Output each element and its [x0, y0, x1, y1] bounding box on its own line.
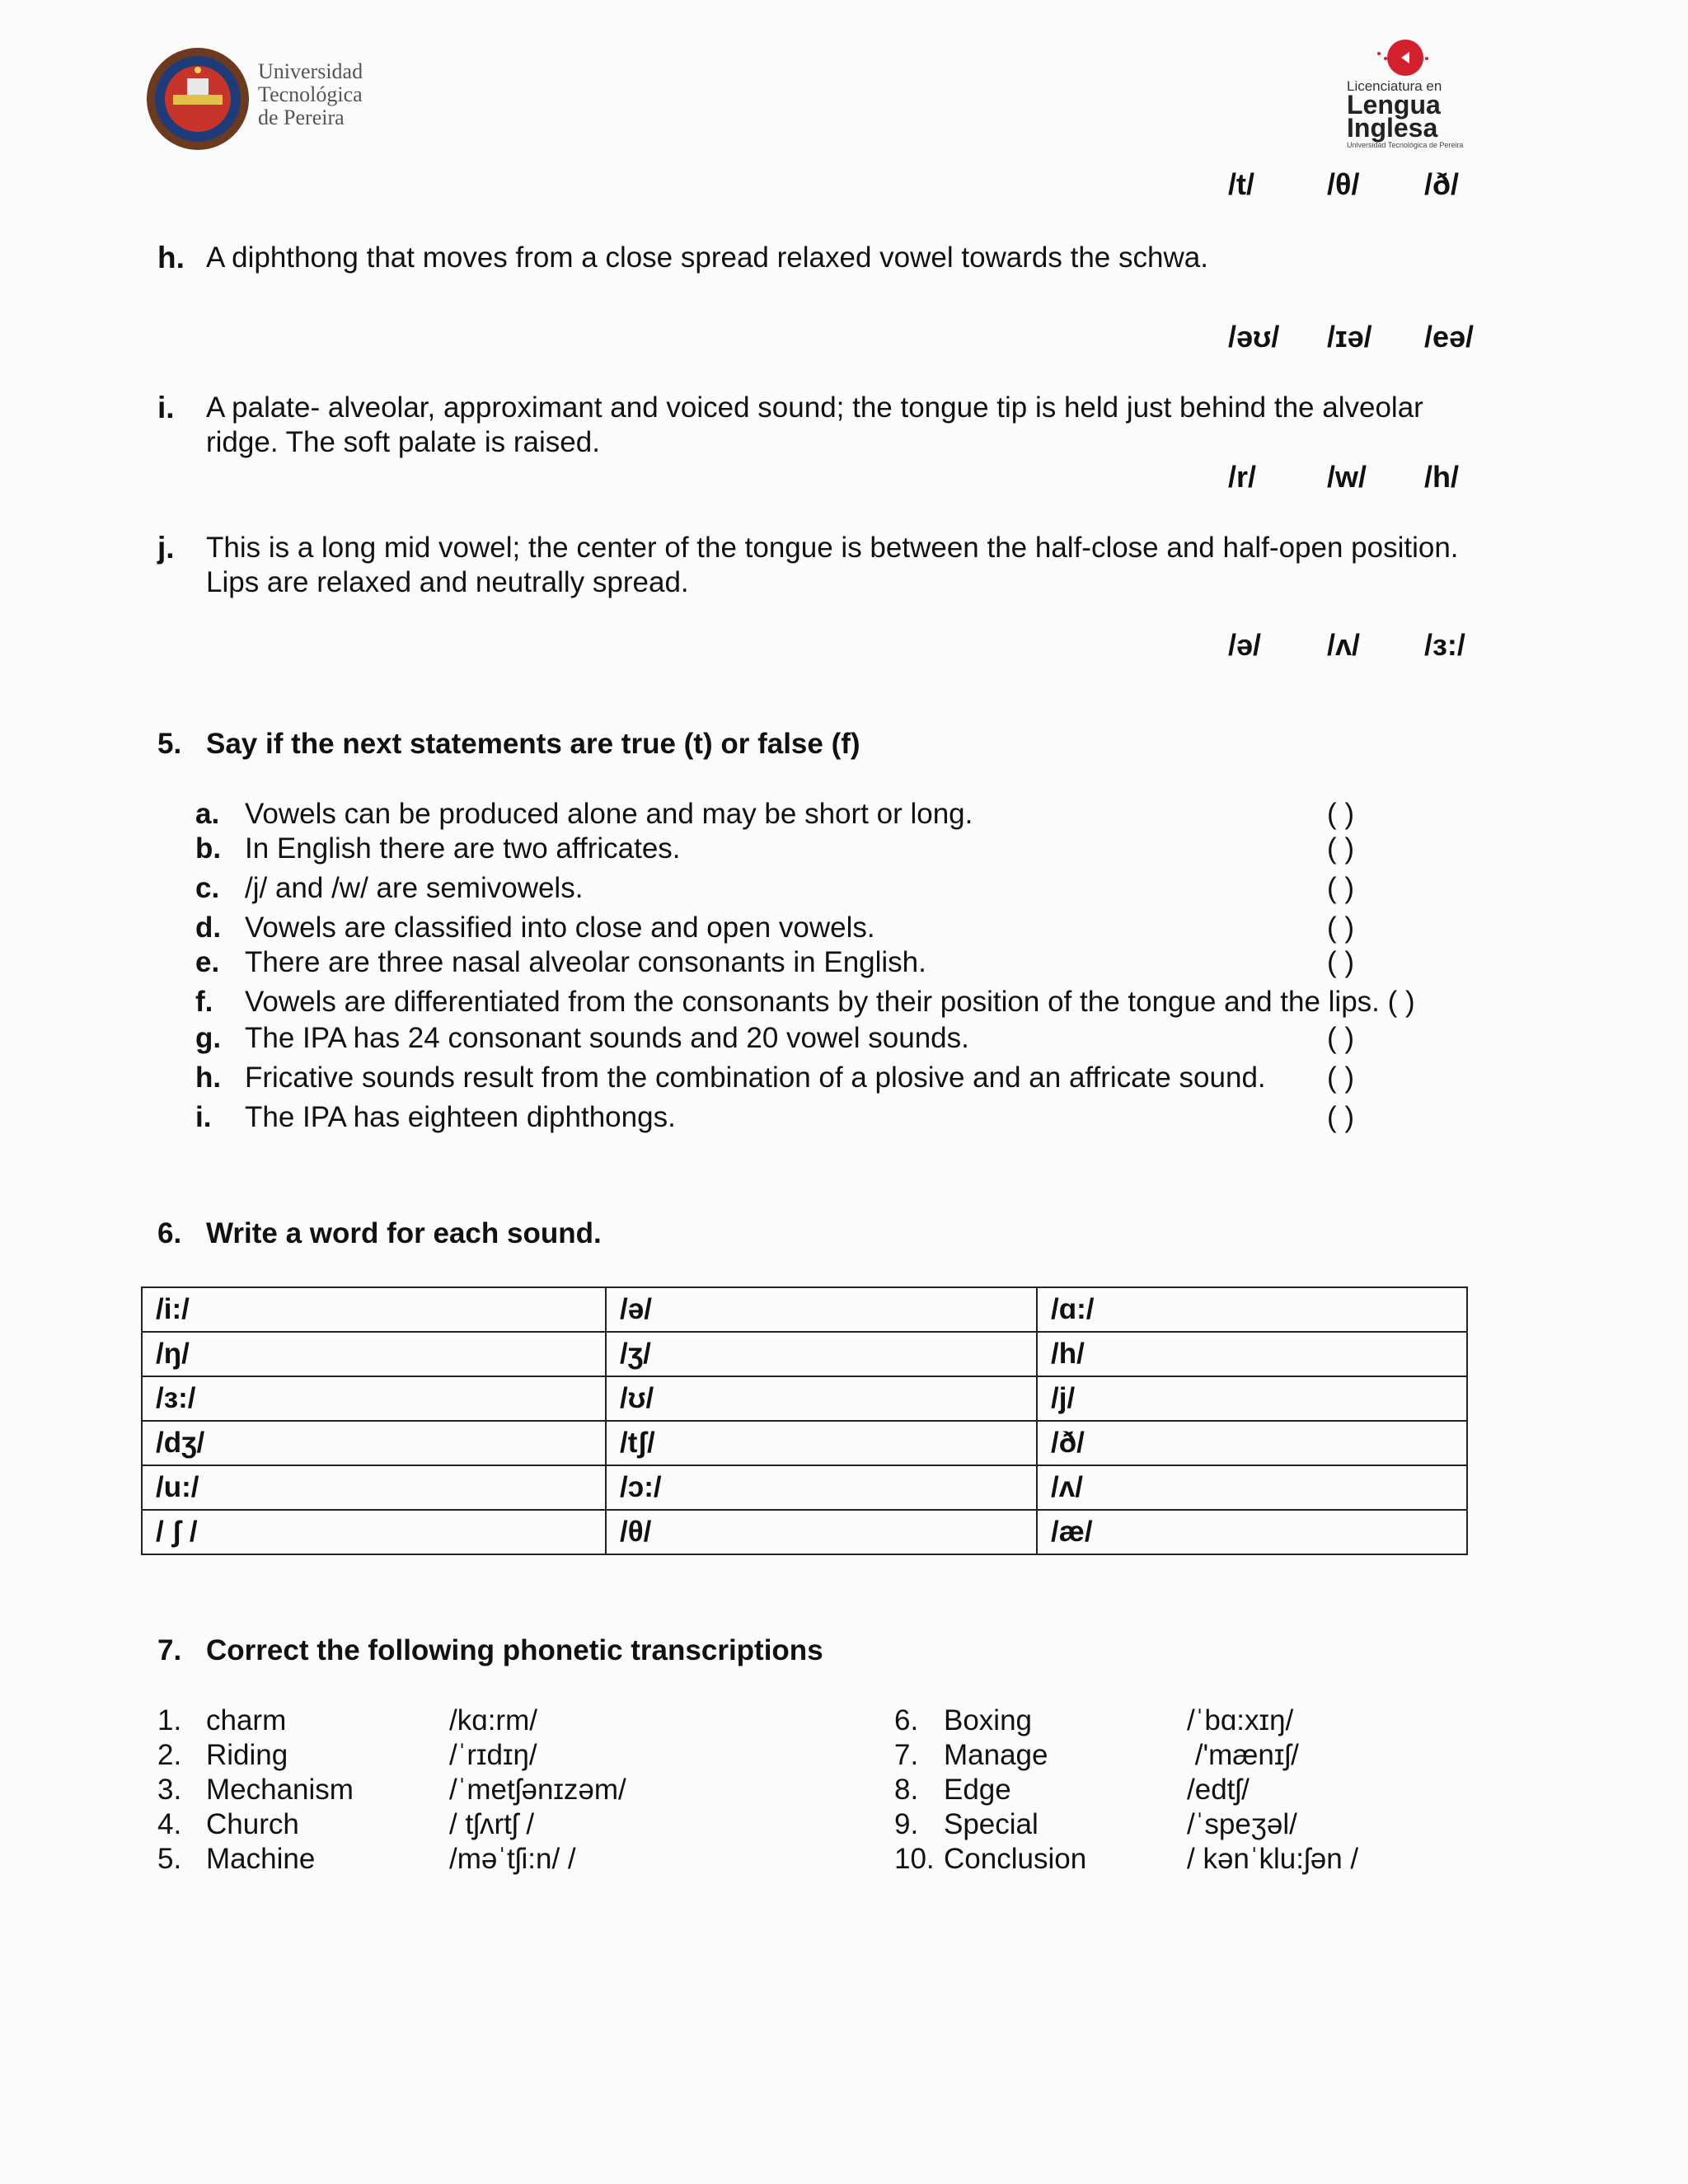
- options-row-h: /əʊ/ /ɪə/ /eə/: [1228, 320, 1475, 354]
- item-transcription: /edtʃ/: [1187, 1774, 1250, 1806]
- university-name: Universidad Tecnológica de Pereira: [258, 59, 363, 129]
- table-cell[interactable]: / ʃ /: [142, 1510, 606, 1554]
- item-word: Special: [944, 1808, 1039, 1840]
- statement-text: Fricative sounds result from the combination of a plosive and an affricate sound.: [245, 1062, 1266, 1094]
- item-word: Church: [206, 1808, 299, 1840]
- section6-number: 6.: [157, 1217, 182, 1249]
- item-text-i-line1: A palate- alveolar, approximant and voiced sound; the tongue tip is held just behind the alveolar: [206, 391, 1423, 424]
- table-cell[interactable]: /æ/: [1037, 1510, 1467, 1554]
- section6-title: Write a word for each sound.: [206, 1217, 602, 1249]
- section7-number: 7.: [157, 1634, 182, 1666]
- table-cell[interactable]: /θ/: [606, 1510, 1037, 1554]
- answer-blank[interactable]: ( ): [1327, 832, 1355, 865]
- item-transcription: /məˈtʃi:n/ /: [449, 1843, 576, 1875]
- item-number: 3.: [157, 1774, 182, 1806]
- answer-blank[interactable]: ( ): [1327, 798, 1355, 830]
- item-transcription: /'mænɪʃ/: [1187, 1739, 1299, 1771]
- item-transcription: /ˈspeʒəl/: [1187, 1808, 1297, 1840]
- statement-letter: c.: [195, 872, 220, 904]
- answer-blank[interactable]: ( ): [1327, 1062, 1355, 1094]
- answer-blank[interactable]: ( ): [1327, 872, 1355, 904]
- table-row: [142, 1510, 1467, 1554]
- item-transcription: /ˈmetʃənɪzəm/: [449, 1774, 626, 1806]
- item-number: 8.: [894, 1774, 919, 1806]
- item-transcription: /ˈrɪdɪŋ/: [449, 1739, 537, 1771]
- item-letter-i: i.: [157, 391, 175, 424]
- statement-letter: h.: [195, 1062, 222, 1094]
- table-cell[interactable]: /u:/: [142, 1465, 606, 1510]
- item-number: 5.: [157, 1843, 182, 1875]
- item-word: Mechanism: [206, 1774, 354, 1806]
- statement-text: The IPA has 24 consonant sounds and 20 vowel sounds.: [245, 1022, 969, 1054]
- item-transcription: /kɑ:rm/: [449, 1704, 537, 1736]
- statement-text: The IPA has eighteen diphthongs.: [245, 1101, 676, 1133]
- table-cell[interactable]: /i:/: [142, 1287, 606, 1332]
- item-number: 2.: [157, 1739, 182, 1771]
- item-number: 1.: [157, 1704, 182, 1736]
- item-word: Boxing: [944, 1704, 1033, 1736]
- table-cell[interactable]: /ŋ/: [142, 1332, 606, 1376]
- university-logo: [144, 45, 392, 152]
- item-word: Riding: [206, 1739, 288, 1771]
- table-cell[interactable]: /ɑ:/: [1037, 1287, 1467, 1332]
- options-row-i: /r/ /w/ /h/: [1228, 460, 1459, 494]
- statement-letter: e.: [195, 946, 220, 978]
- answer-blank[interactable]: ( ): [1327, 1022, 1355, 1054]
- statement-letter: f.: [195, 986, 213, 1018]
- item-word: Conclusion: [944, 1843, 1087, 1875]
- item-number: 4.: [157, 1808, 182, 1840]
- section5-title: Say if the next statements are true (t) or false (f): [206, 728, 860, 760]
- item-text-j-line2: Lips are relaxed and neutrally spread.: [206, 566, 689, 598]
- table-cell[interactable]: /ɔ:/: [606, 1465, 1037, 1510]
- table-cell[interactable]: /ʒ/: [606, 1332, 1037, 1376]
- item-word: charm: [206, 1704, 287, 1736]
- statement-text: Vowels are differentiated from the consonants by their position of the tongue and the lips. ( ): [245, 986, 1415, 1018]
- item-number: 7.: [894, 1739, 919, 1771]
- table-row: [142, 1465, 1467, 1510]
- item-text-i-line2: ridge. The soft palate is raised.: [206, 426, 600, 458]
- table-row: [142, 1376, 1467, 1421]
- item-transcription: /ˈbɑ:xɪŋ/: [1187, 1704, 1294, 1736]
- item-word: Machine: [206, 1843, 316, 1875]
- item-number: 10.: [894, 1843, 935, 1875]
- item-letter-j: j.: [157, 531, 175, 565]
- statement-letter: b.: [195, 832, 222, 865]
- item-word: Manage: [944, 1739, 1048, 1771]
- table-cell[interactable]: /dʒ/: [142, 1421, 606, 1465]
- table-row: [142, 1287, 1467, 1332]
- item-transcription: / tʃʌrtʃ /: [449, 1808, 535, 1840]
- table-row: [142, 1421, 1467, 1465]
- item-number: 9.: [894, 1808, 919, 1840]
- item-letter-h: h.: [157, 241, 185, 274]
- item-text-j-line1: This is a long mid vowel; the center of the tongue is between the half-close and half-open position.: [206, 532, 1459, 564]
- section7-title: Correct the following phonetic transcriptions: [206, 1634, 823, 1666]
- section5-number: 5.: [157, 728, 182, 760]
- sounds-table: [141, 1286, 1468, 1555]
- options-row-top: /t/ /θ/ /ð/: [1228, 167, 1459, 201]
- options-row-j: /ə/ /ʌ/ /ɜ:/: [1228, 628, 1465, 662]
- answer-blank[interactable]: ( ): [1327, 946, 1355, 978]
- statement-text: Vowels can be produced alone and may be short or long.: [245, 798, 973, 830]
- statement-letter: g.: [195, 1022, 222, 1054]
- table-cell[interactable]: /ə/: [606, 1287, 1037, 1332]
- item-word: Edge: [944, 1774, 1011, 1806]
- table-row: [142, 1332, 1467, 1376]
- statement-text: There are three nasal alveolar consonants in English.: [245, 946, 926, 978]
- statement-text: Vowels are classified into close and open vowels.: [245, 912, 875, 944]
- item-transcription: / kənˈklu:ʃən /: [1187, 1843, 1359, 1875]
- answer-blank[interactable]: ( ): [1327, 1101, 1355, 1133]
- table-cell[interactable]: /ɜ:/: [142, 1376, 606, 1421]
- table-cell[interactable]: /h/: [1037, 1332, 1467, 1376]
- item-text-h: A diphthong that moves from a close spread relaxed vowel towards the schwa.: [206, 241, 1208, 274]
- answer-blank[interactable]: ( ): [1327, 912, 1355, 944]
- statement-text: In English there are two affricates.: [245, 832, 681, 865]
- table-cell[interactable]: /ʌ/: [1037, 1465, 1467, 1510]
- item-number: 6.: [894, 1704, 919, 1736]
- statement-letter: a.: [195, 798, 220, 830]
- table-cell[interactable]: /j/: [1037, 1376, 1467, 1421]
- table-cell[interactable]: /ʊ/: [606, 1376, 1037, 1421]
- statement-letter: i.: [195, 1101, 212, 1133]
- program-logo: Licenciatura en Lengua Inglesa Universidad Tecnológica de Pereira: [1335, 37, 1467, 152]
- table-cell[interactable]: /tʃ/: [606, 1421, 1037, 1465]
- program-emblem-icon: [1372, 37, 1430, 78]
- statement-letter: d.: [195, 912, 222, 944]
- table-cell[interactable]: /ð/: [1037, 1421, 1467, 1465]
- statement-text: /j/ and /w/ are semivowels.: [245, 872, 584, 904]
